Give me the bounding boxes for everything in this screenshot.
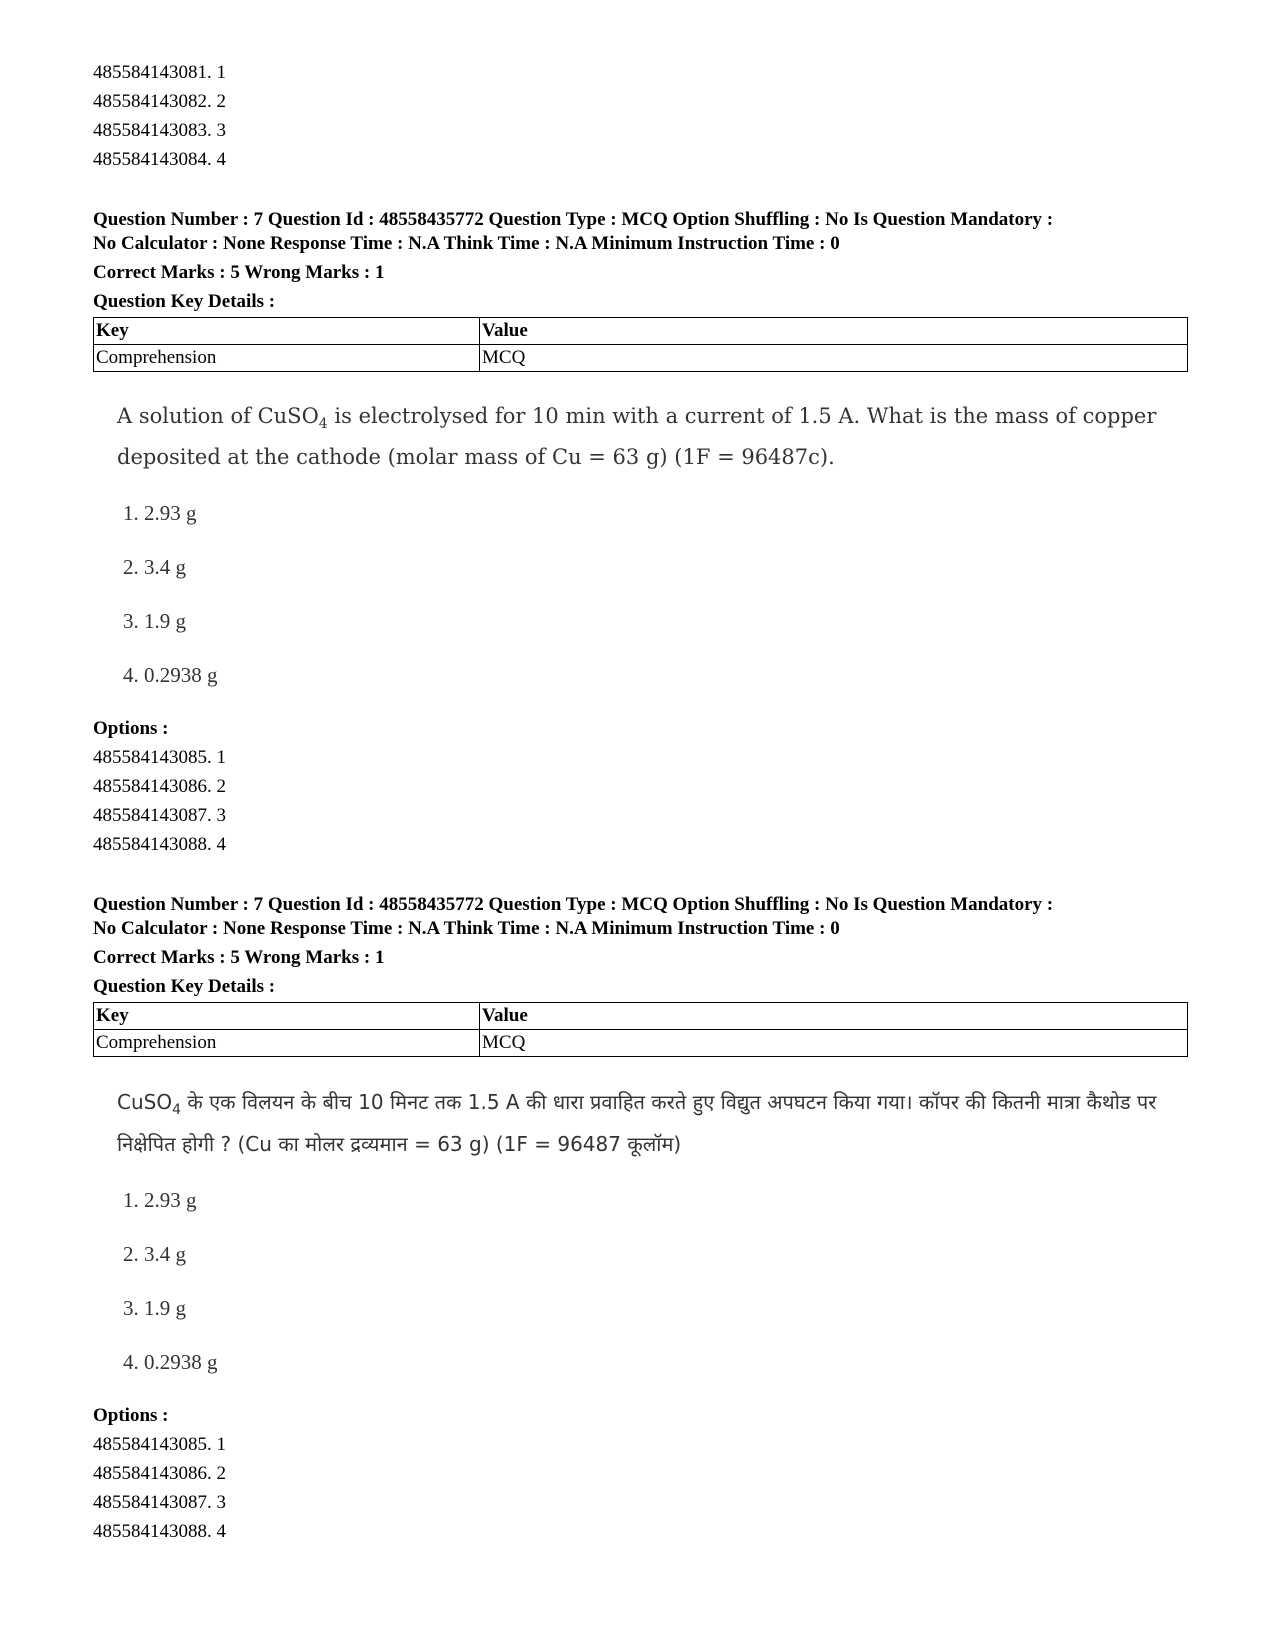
answer-choice: 2. 3.4 g	[123, 555, 186, 580]
options-list	[93, 743, 1193, 859]
question-text-part: A solution of CuSO	[117, 404, 319, 428]
table-header-row	[94, 1003, 1188, 1030]
option-line: 485584143087. 3	[93, 805, 226, 827]
key-details-table	[93, 1002, 1188, 1057]
question-header-line-1: Question Number : 7 Question Id : 48558435772 Question Type : MCQ Option Shuffling : No Is Question Mandatory :	[93, 894, 1054, 916]
option-line: 485584143088. 4	[93, 834, 226, 856]
table-header-value: Value	[480, 1003, 1188, 1030]
question-header-line-1: Question Number : 7 Question Id : 48558435772 Question Type : MCQ Option Shuffling : No Is Question Mandatory :	[93, 209, 1054, 230]
question-header	[93, 208, 1193, 256]
key-details-label: Question Key Details :	[93, 976, 276, 998]
option-line: 485584143087. 3	[93, 1492, 226, 1514]
option-line: 485584143084. 4	[93, 149, 226, 170]
key-details-label: Question Key Details :	[93, 291, 276, 312]
previous-options-list	[93, 58, 1193, 174]
marks-line: Correct Marks : 5 Wrong Marks : 1	[93, 947, 385, 969]
option-line: 485584143085. 1	[93, 1434, 226, 1456]
question-header	[93, 893, 1193, 941]
answer-choice: 3. 1.9 g	[123, 609, 186, 634]
answer-choices	[123, 486, 1193, 702]
question-text-part: के एक विलयन के बीच 10 मिनट तक 1.5 A की धारा प्रवाहित करते हुए विद्युत अपघटन किया गया। कॉपर की कितनी मात्रा कैथोड पर निक्षेपित होगी ? (Cu का मोलर द्रव्यमान = 63 g) (1F = 96487 कूलॉम)	[117, 1090, 1157, 1157]
option-line: 485584143085. 1	[93, 747, 226, 769]
table-row	[94, 345, 1188, 372]
answer-choice: 1. 2.93 g	[123, 1188, 197, 1213]
table-cell-value: MCQ	[480, 1030, 1188, 1057]
table-header-value: Value	[480, 318, 1188, 345]
options-label: Options :	[93, 1405, 169, 1427]
option-line: 485584143083. 3	[93, 120, 226, 141]
table-header-row	[94, 318, 1188, 345]
option-line: 485584143081. 1	[93, 62, 226, 83]
question-text	[93, 400, 1193, 474]
answer-choice: 4. 0.2938 g	[123, 1350, 218, 1375]
marks-line: Correct Marks : 5 Wrong Marks : 1	[93, 262, 385, 283]
answer-choice: 4. 0.2938 g	[123, 663, 218, 688]
document-page	[93, 58, 1193, 1546]
options-list	[93, 1430, 1193, 1546]
question-text	[93, 1085, 1193, 1161]
table-header-key: Key	[94, 1003, 480, 1030]
question-text-part: CuSO	[117, 1090, 173, 1115]
question-subscript: 4	[318, 416, 328, 433]
key-details-table	[93, 317, 1188, 372]
table-cell-key: Comprehension	[94, 345, 480, 372]
option-line: 485584143086. 2	[93, 776, 226, 798]
question-subscript: 4	[172, 1102, 181, 1119]
table-cell-value: MCQ	[480, 345, 1188, 372]
options-label: Options :	[93, 718, 169, 740]
answer-choice: 2. 3.4 g	[123, 1242, 186, 1267]
table-cell-key: Comprehension	[94, 1030, 480, 1057]
answer-choice: 3. 1.9 g	[123, 1296, 186, 1321]
question-header-line-2: No Calculator : None Response Time : N.A Think Time : N.A Minimum Instruction Time : 0	[93, 918, 840, 940]
answer-choices	[123, 1173, 1193, 1389]
answer-choice: 1. 2.93 g	[123, 501, 197, 526]
question-header-line-2: No Calculator : None Response Time : N.A Think Time : N.A Minimum Instruction Time : 0	[93, 233, 840, 254]
table-row	[94, 1030, 1188, 1057]
question-section-hindi	[93, 893, 1193, 1546]
option-line: 485584143086. 2	[93, 1463, 226, 1485]
option-line: 485584143088. 4	[93, 1521, 226, 1543]
question-text-part: is electrolysed for 10 min with a current of 1.5 A. What is the mass of copper deposited at the cathode (molar mass of Cu = 63 g) (1F = 96487c).	[117, 404, 1157, 470]
table-header-key: Key	[94, 318, 480, 345]
option-line: 485584143082. 2	[93, 91, 226, 112]
question-section-english	[93, 208, 1193, 859]
